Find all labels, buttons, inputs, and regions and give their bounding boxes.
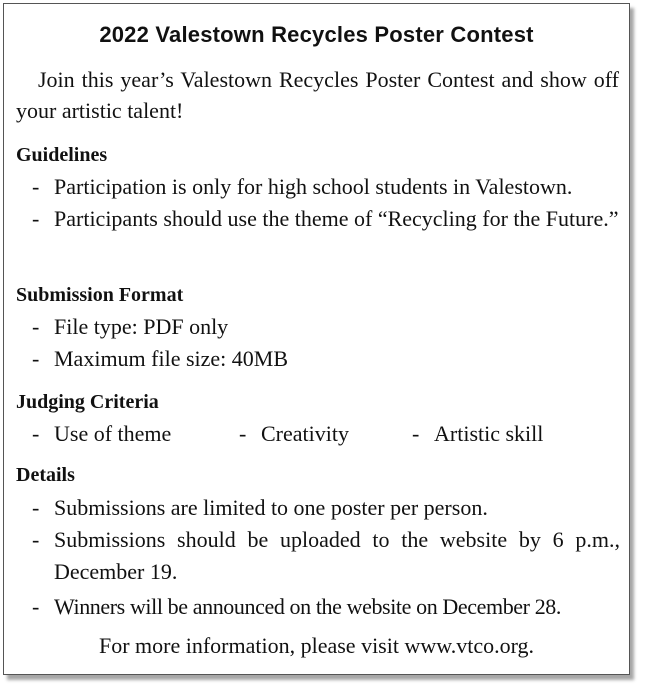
dash-bullet: - [412,421,420,446]
guideline-text: Participants should use the theme of “Recycling for the Future.” [54,206,619,231]
page-title: 2022 Valestown Recycles Poster Contest [99,22,534,47]
dash-bullet: - [32,206,40,231]
submission-format-text: Maximum file size: 40MB [54,346,289,371]
criteria-text: Creativity [261,421,349,446]
dash-bullet: - [32,314,40,339]
submission-format-heading: Submission Format [16,284,184,306]
judging-criteria-heading: Judging Criteria [16,391,159,413]
dash-bullet: - [32,174,40,199]
details-item [32,591,620,623]
dash-bullet: - [239,421,247,446]
criteria-text: Artistic skill [434,421,544,446]
submission-format-item [32,343,620,375]
details-heading: Details [16,464,75,486]
guidelines-heading: Guidelines [16,144,108,166]
criteria-item [412,418,543,450]
criteria-item [239,418,349,450]
intro-paragraph: Join this year’s Valestown Recycles Poster Contest and show off your artistic talent! [16,67,619,123]
details-item [32,492,620,524]
details-text: Submissions should be uploaded to the website by 6 p.m., December 19. [54,527,620,584]
submission-format-item [32,311,620,343]
details-text: Winners will be announced on the website on December 28. [54,594,561,619]
guideline-item [32,203,620,235]
dash-bullet: - [32,495,40,520]
contest-notice-page [3,3,630,675]
dash-bullet: - [32,421,40,446]
criteria-item [32,418,171,450]
dash-bullet: - [32,594,40,619]
details-item [32,524,620,588]
guideline-item [32,171,620,203]
guideline-text: Participation is only for high school students in Valestown. [54,174,573,199]
criteria-text: Use of theme [54,421,172,446]
footer-info: For more information, please visit www.vtco.org. [98,633,535,658]
dash-bullet: - [32,527,40,552]
submission-format-text: File type: PDF only [54,314,229,339]
dash-bullet: - [32,346,40,371]
details-text: Submissions are limited to one poster per person. [54,495,488,520]
